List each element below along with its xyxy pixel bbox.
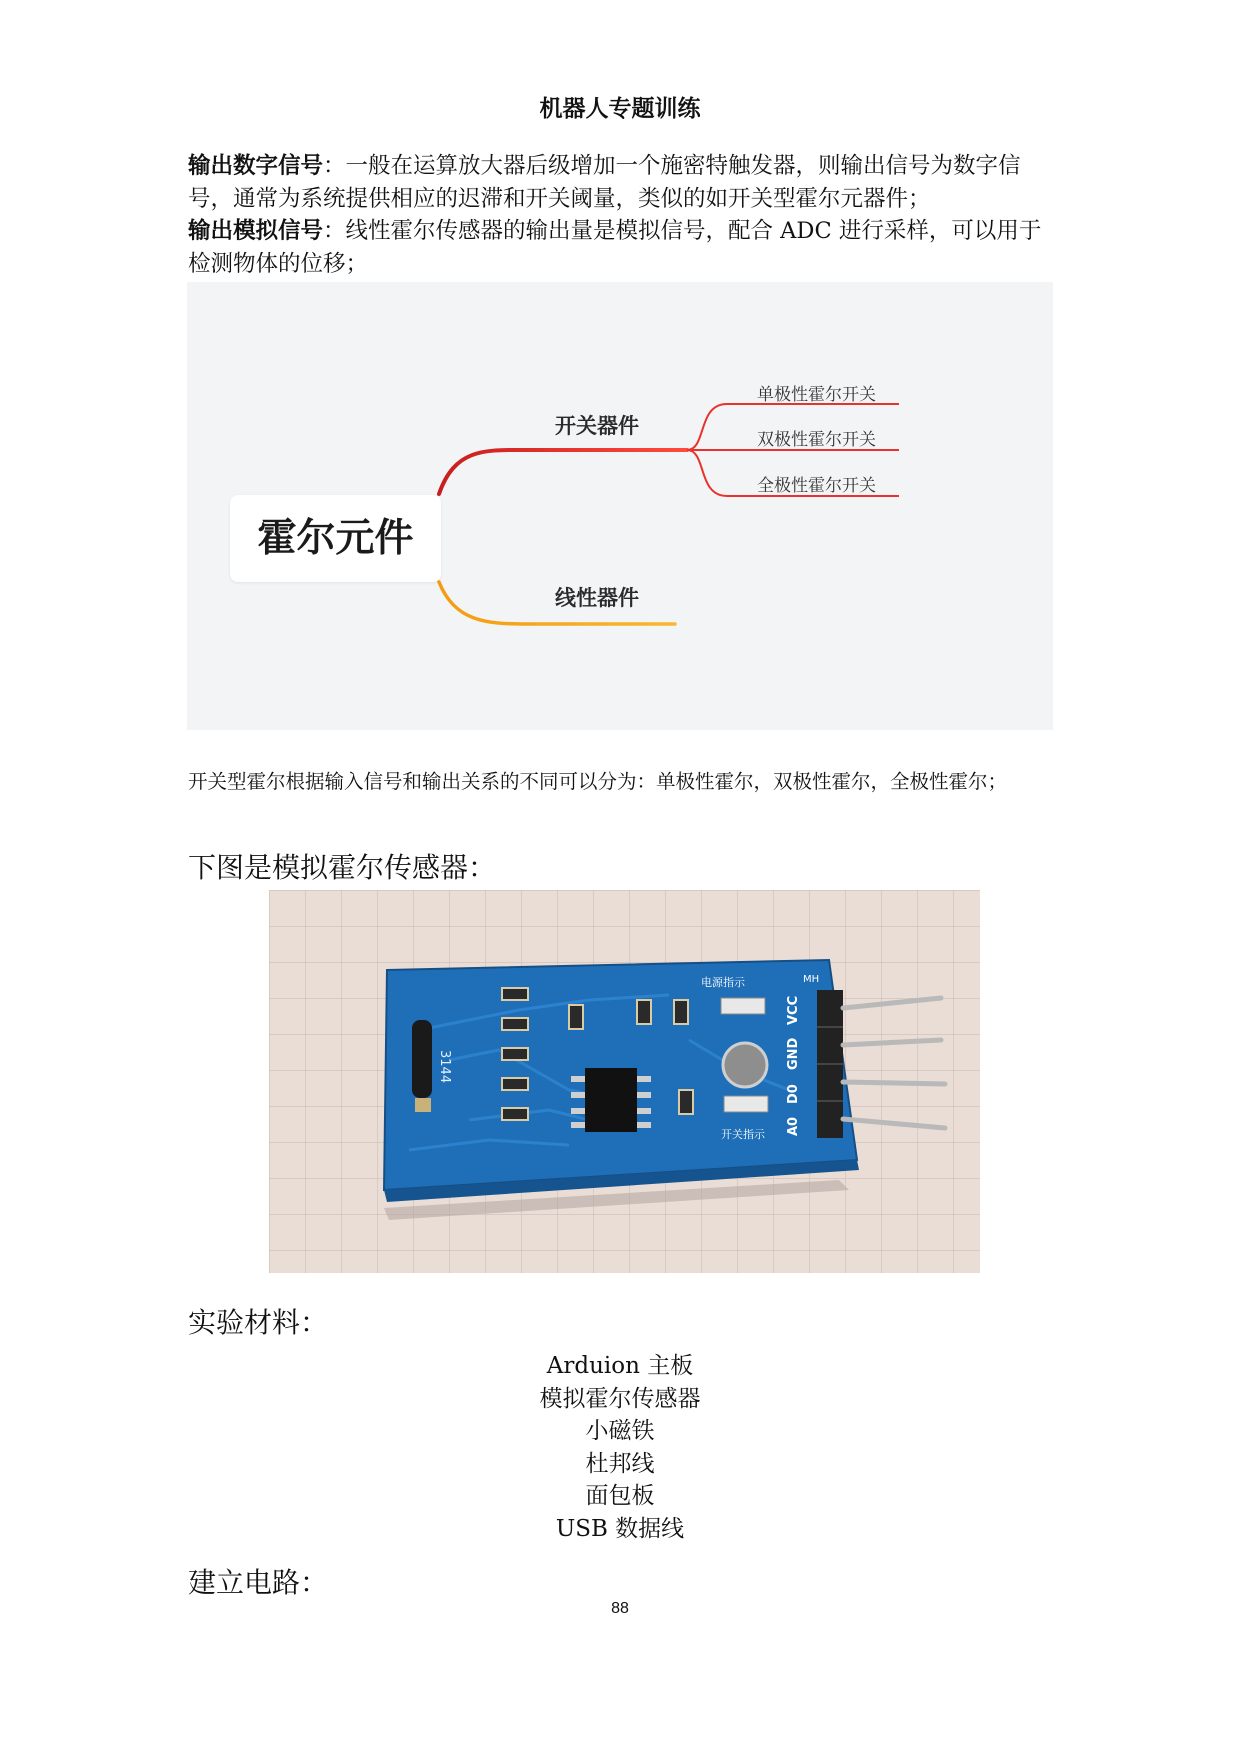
branch-line-switch (439, 450, 687, 494)
material-item: 模拟霍尔传感器 (539, 1385, 701, 1412)
central-node-label: 霍尔元件 (257, 516, 414, 561)
branch-switch-label: 开关器件 (555, 414, 639, 438)
analog-output-text: ：线性霍尔传感器的输出量是模拟信号，配合 ADC 进行采样，可以用于检测物体的位移； (188, 218, 1042, 277)
mounting-hole (723, 1043, 767, 1087)
pin-label-d0: D0 (786, 1084, 801, 1104)
sensor-code-text: 3144 (437, 1050, 452, 1084)
page-header-title: 机器人专题训练 (539, 96, 701, 122)
section-heading-sensor: 下图是模拟霍尔传感器： (188, 851, 497, 884)
op-amp-chip (585, 1068, 637, 1132)
material-item: Arduion 主板 (546, 1353, 694, 1379)
material-item: USB 数据线 (555, 1515, 685, 1542)
power-led-label: 电源指示 (701, 976, 745, 989)
section-heading-materials: 实验材料： (188, 1306, 329, 1339)
leaf-omnipolar-label: 全极性霍尔开关 (757, 476, 876, 496)
paragraph-digital-output (188, 150, 1056, 280)
materials-list (0, 1350, 1240, 1545)
material-item: 面包板 (585, 1483, 655, 1509)
analog-output-label: 输出模拟信号 (188, 218, 324, 244)
sensor-board-illustration (269, 890, 980, 1273)
switch-led (724, 1096, 768, 1112)
leaf-unipolar-label: 单极性霍尔开关 (757, 385, 876, 405)
pin-label-vcc: VCC (786, 995, 801, 1025)
page-number: 88 (611, 1600, 629, 1617)
digital-output-text: ：一般在运算放大器后级增加一个施密特触发器，则输出信号为数字信号，通常为系统提供相应的迟滞和开关阈量，类似的如开关型霍尔元器件； (188, 153, 1021, 212)
board-mark-text: MH (803, 974, 820, 985)
digital-output-label: 输出数字信号 (188, 153, 324, 179)
hall-sensor-chip (412, 1020, 432, 1098)
hall-sensor-photo (269, 890, 980, 1273)
switch-type-note: 开关型霍尔根据输入信号和输出关系的不同可以分为：单极性霍尔，双极性霍尔，全极性霍尔； (188, 770, 1008, 793)
material-item: 杜邦线 (585, 1450, 655, 1477)
branch-linear-label: 线性器件 (555, 586, 639, 610)
power-led (721, 998, 765, 1014)
leaf-bipolar-label: 双极性霍尔开关 (757, 430, 876, 450)
material-item: 小磁铁 (585, 1418, 655, 1444)
pin-label-gnd: GND (786, 1037, 801, 1070)
pin-label-a0: A0 (786, 1116, 801, 1136)
switch-led-label: 开关指示 (721, 1128, 765, 1141)
section-heading-circuit: 建立电路： (188, 1566, 329, 1599)
hall-element-mindmap (187, 282, 1053, 730)
